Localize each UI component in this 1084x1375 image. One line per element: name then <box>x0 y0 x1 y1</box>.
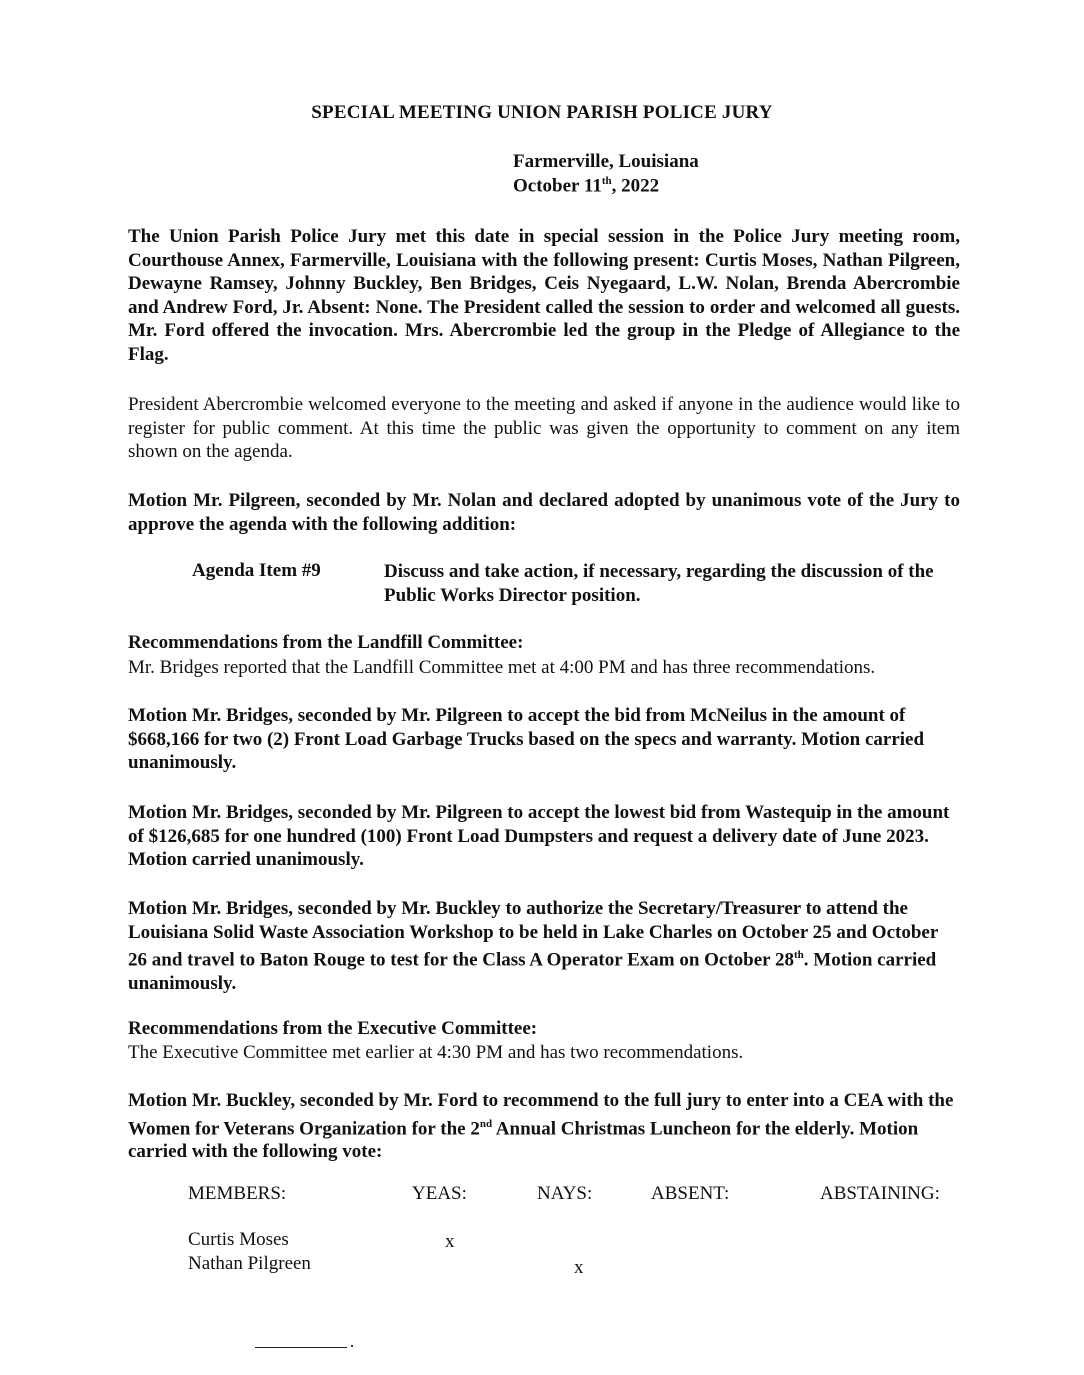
vote-member-name: Curtis Moses <box>188 1229 289 1250</box>
agenda-motion: Motion Mr. Pilgreen, seconded by Mr. Nolan and declared adopted by unanimous vote of the Jury to approve the agenda with the following addition: <box>128 490 960 535</box>
vote-header-members: MEMBERS: <box>188 1183 287 1204</box>
motion-workshop-end: . Motion carried unanimously. <box>128 949 937 994</box>
motion-cea-end: Annual Christmas Luncheon for the elderly. Motion carried with the following vote: <box>128 1117 919 1163</box>
executive-heading: Recommendations from the Executive Committee: <box>128 1018 538 1039</box>
meeting-date-suffix: th <box>601 175 612 187</box>
landfill-report: Mr. Bridges reported that the Landfill Committee met at 4:00 PM and has three recommendations. <box>128 657 876 678</box>
vote-header-absent: ABSENT: <box>651 1183 730 1204</box>
signature-mark <box>351 1345 353 1347</box>
motion-dumpsters: Motion Mr. Bridges, seconded by Mr. Pilgreen to accept the lowest bid from Wastequip in the amount of $126,685 for one hundred (100) Front Load Dumpsters and request a delivery date of June 2023. Motion carried unanimously. <box>128 802 950 870</box>
signature-line <box>255 1347 347 1348</box>
agenda-item-text: Discuss and take action, if necessary, regarding the discussion of the Public Works Director position. <box>384 561 934 606</box>
meeting-date-day: October 11 <box>513 175 602 197</box>
motion-cea-suffix: nd <box>479 1117 493 1130</box>
vote-member-name: Nathan Pilgreen <box>188 1253 311 1274</box>
motion-garbage-trucks: Motion Mr. Bridges, seconded by Mr. Pilgreen to accept the bid from McNeilus in the amount of $668,166 for two (2) Front Load Garbage Trucks based on the specs and warranty. Motion carried unanimously. <box>128 705 925 773</box>
vote-header-abstaining: ABSTAINING: <box>820 1183 940 1204</box>
executive-report: The Executive Committee met earlier at 4:30 PM and has two recommendations. <box>128 1042 744 1063</box>
motion-workshop <box>128 897 960 995</box>
intro-paragraph: The Union Parish Police Jury met this date in special session in the Police Jury meeting room, Courthouse Annex, Farmerville, Louisiana with the following present: Curtis Moses, Nathan Pilgreen, Dewayne Ramsey, Johnny Buckley, Ben Bridges, Ceis Nyegaard, L.W. Nolan, Brenda Abercrombie and Andrew Ford, Jr. Absent: None. The President called the session to order and welcomed all guests. Mr. Ford offered the invocation. Mrs. Abercrombie led the group in the Pledge of Allegiance to the Flag. <box>128 226 960 365</box>
vote-yea-mark: x <box>445 1231 455 1252</box>
motion-cea <box>128 1089 960 1164</box>
public-comment-paragraph: President Abercrombie welcomed everyone to the meeting and asked if anyone in the audience would like to register for public comment. At this time the public was given the opportunity to comment on any item shown on the agenda. <box>128 394 960 462</box>
meeting-location: Farmerville, Louisiana <box>513 151 699 172</box>
vote-header-nays: NAYS: <box>537 1183 593 1204</box>
motion-cea-text: Motion Mr. Buckley, seconded by Mr. Ford to recommend to the full jury to enter into a CEA with the Women for Veterans Organization for the 2 <box>128 1090 954 1139</box>
vote-nay-mark: x <box>574 1257 584 1278</box>
vote-header-yeas: YEAS: <box>412 1183 467 1204</box>
page-title: SPECIAL MEETING UNION PARISH POLICE JURY <box>311 102 773 123</box>
meeting-date <box>513 175 659 197</box>
motion-workshop-text: Motion Mr. Bridges, seconded by Mr. Buckley to authorize the Secretary/Treasurer to attend the Louisiana Solid Waste Association Workshop to be held in Lake Charles on October 25 and October 26 and travel to Baton Rouge to test for the Class A Operator Exam on October 28 <box>128 898 938 971</box>
agenda-item-label: Agenda Item #9 <box>192 560 321 581</box>
landfill-heading: Recommendations from the Landfill Committee: <box>128 632 524 653</box>
meeting-date-year: , 2022 <box>611 175 660 197</box>
motion-workshop-suffix: th <box>794 949 804 961</box>
